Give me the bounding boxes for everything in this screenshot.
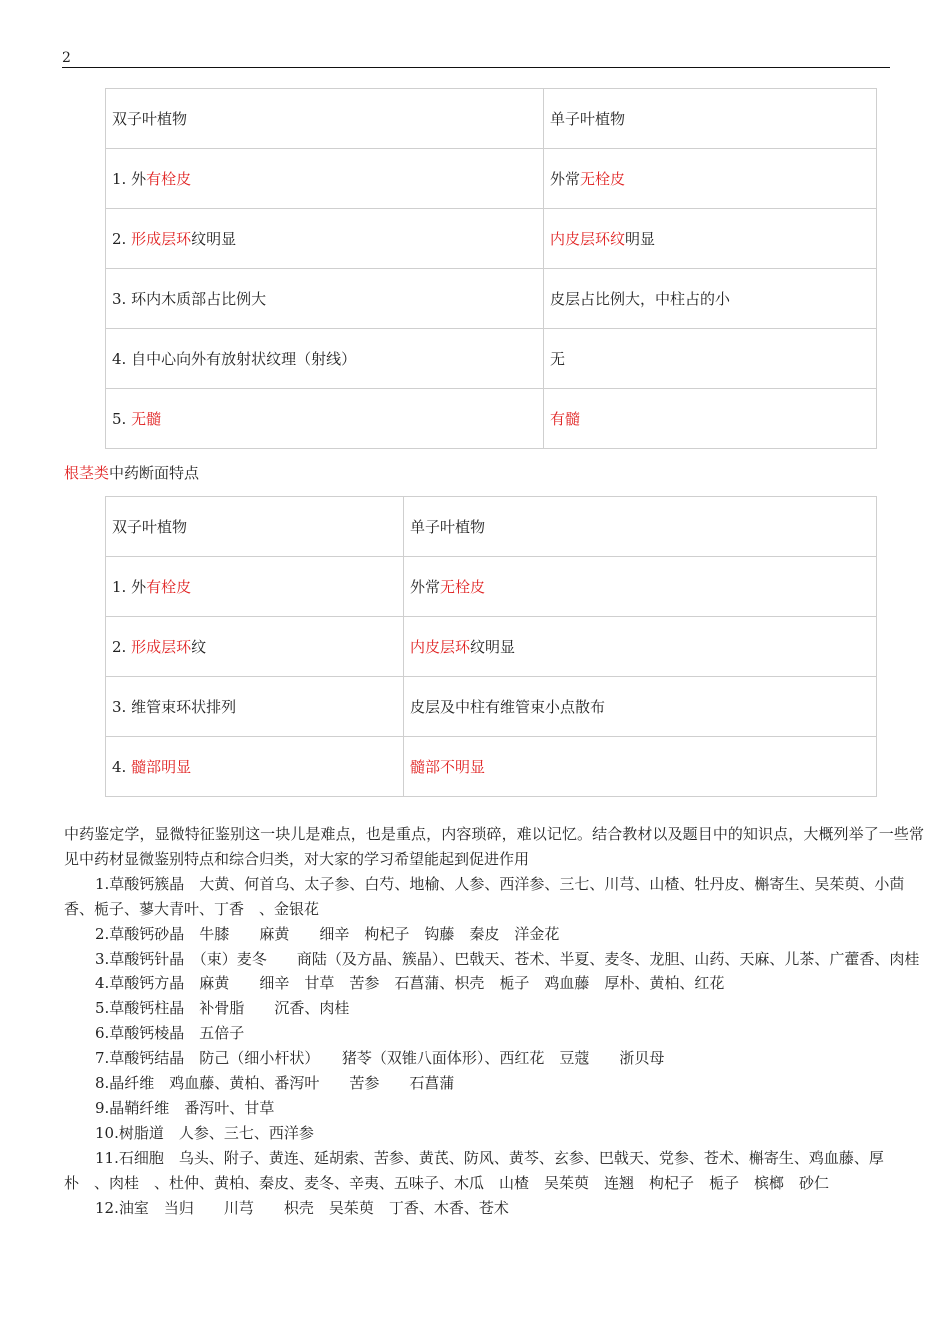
caption-text: 中药断面特点 [109, 464, 200, 482]
cell-monocot [404, 617, 877, 677]
highlight-text: 髓部明显 [131, 758, 192, 776]
cell-dicot [106, 149, 544, 209]
cell-monocot [404, 737, 877, 797]
table-row [106, 149, 877, 209]
table-header-row [106, 89, 877, 149]
list-item: 7.草酸钙结晶 防己（细小杆状） 猪苓（双锥八面体形）、西红花 豆蔻 浙贝母 [95, 1049, 665, 1068]
text: 3. 环内木质部占比例大 [112, 290, 267, 308]
cell-monocot [404, 677, 877, 737]
header-dicot: 双子叶植物 [106, 89, 544, 149]
list-item: 11.石细胞 乌头、附子、黄连、延胡索、苦参、黄芪、防风、黄芩、玄参、巴戟天、党参、苍术、槲寄生、鸡血藤、厚朴 、肉桂 、杜仲、黄柏、秦皮、麦冬、辛夷、五味子、木瓜 山楂 吴茱萸 连翘 枸杞子 栀子 槟榔 砂仁 [64, 1148, 884, 1192]
header-dicot: 双子叶植物 [106, 497, 404, 557]
text: 5. [112, 410, 132, 428]
list-item: 5.草酸钙柱晶 补骨脂 沉香、肉桂 [95, 999, 350, 1018]
cell-monocot [544, 269, 877, 329]
highlight-text: 形成层环 [131, 638, 192, 656]
highlight-text: 髓部不明显 [410, 758, 486, 776]
rhizome-comparison-table [105, 496, 877, 797]
header-monocot: 单子叶植物 [404, 497, 877, 557]
list-item: 9.晶鞘纤维 番泻叶、甘草 [95, 1098, 275, 1117]
text: 纹明显 [470, 638, 516, 656]
list-item: 10.树脂道 人参、三七、西洋参 [95, 1123, 314, 1142]
list-item: 6.草酸钙棱晶 五倍子 [95, 1024, 245, 1043]
section-caption [64, 462, 199, 483]
cell-monocot [544, 149, 877, 209]
highlight-text: 有髓 [550, 410, 581, 428]
highlight-text: 内皮层环 [410, 638, 471, 656]
cell-monocot [544, 389, 877, 449]
highlight-text: 形成层环 [131, 230, 192, 248]
table-row [106, 269, 877, 329]
highlight-text: 无栓皮 [440, 578, 486, 596]
highlight-text: 内皮层环纹 [550, 230, 626, 248]
highlight-text: 无髓 [131, 410, 162, 428]
text: 外常 [550, 170, 581, 188]
table-row [106, 737, 877, 797]
text: 1. 外 [112, 578, 147, 596]
highlight-text: 有栓皮 [146, 170, 192, 188]
text: 4. 自中心向外有放射状纹理（射线） [112, 350, 357, 368]
table-row [106, 617, 877, 677]
list-item: 12.油室 当归 川芎 枳壳 吴茱萸 丁香、木香、苍术 [95, 1198, 509, 1217]
text: 皮层及中柱有维管束小点散布 [410, 698, 606, 716]
text: 2. [112, 638, 132, 656]
text: 4. [112, 758, 132, 776]
cell-dicot [106, 209, 544, 269]
text: 3. 维管束环状排列 [112, 698, 237, 716]
cell-monocot [544, 329, 877, 389]
text: 纹明显 [191, 230, 237, 248]
list-item: 4.草酸钙方晶 麻黄 细辛 甘草 苦参 石菖蒲、枳壳 栀子 鸡血藤 厚朴、黄柏、红花 [95, 974, 725, 993]
list-item: 2.草酸钙砂晶 牛膝 麻黄 细辛 枸杞子 钩藤 秦皮 洋金花 [95, 924, 560, 943]
cell-dicot [106, 557, 404, 617]
cell-dicot [106, 329, 544, 389]
cell-monocot [404, 557, 877, 617]
table-row [106, 677, 877, 737]
text: 外常 [410, 578, 441, 596]
cell-monocot [544, 209, 877, 269]
text: 2. [112, 230, 132, 248]
cell-dicot [106, 737, 404, 797]
text: 纹 [191, 638, 207, 656]
page-number: 2 [62, 50, 71, 66]
table-row [106, 329, 877, 389]
text: 无 [550, 350, 566, 368]
highlight-text: 有栓皮 [146, 578, 192, 596]
root-comparison-table [105, 88, 877, 449]
intro-paragraph: 中药鉴定学，显微特征鉴别这一块儿是难点，也是重点，内容琐碎，难以记忆。结合教材以及题目中的知识点，大概列举了一些常见中药材显微鉴别特点和综合归类，对大家的学习希望能起到促进作用 [64, 825, 924, 868]
list-item: 3.草酸钙针晶 （束）麦冬 商陆（及方晶、簇晶）、巴戟天、苍术、半夏、麦冬、龙胆、山药、天麻、儿茶、广藿香、肉桂 [95, 949, 920, 968]
cell-dicot [106, 389, 544, 449]
list-item: 8.晶纤维 鸡血藤、黄柏、番泻叶 苦参 石菖蒲 [95, 1074, 455, 1093]
table-row [106, 209, 877, 269]
table-header-row [106, 497, 877, 557]
highlight-text: 无栓皮 [580, 170, 626, 188]
header-monocot: 单子叶植物 [544, 89, 877, 149]
text: 1. 外 [112, 170, 147, 188]
cell-dicot [106, 677, 404, 737]
list-item: 1.草酸钙簇晶 大黄、何首乌、太子参、白芍、地榆、人参、西洋参、三七、川芎、山楂、牡丹皮、槲寄生、吴茱萸、小茴香、栀子、蓼大青叶、丁香 、金银花 [64, 874, 905, 918]
table-row [106, 389, 877, 449]
text: 明显 [625, 230, 656, 248]
table-row [106, 557, 877, 617]
text: 皮层占比例大，中柱占的小 [550, 290, 731, 308]
header-rule [62, 67, 890, 68]
cell-dicot [106, 269, 544, 329]
cell-dicot [106, 617, 404, 677]
caption-highlight: 根茎类 [64, 464, 110, 482]
body-text [64, 822, 924, 1221]
